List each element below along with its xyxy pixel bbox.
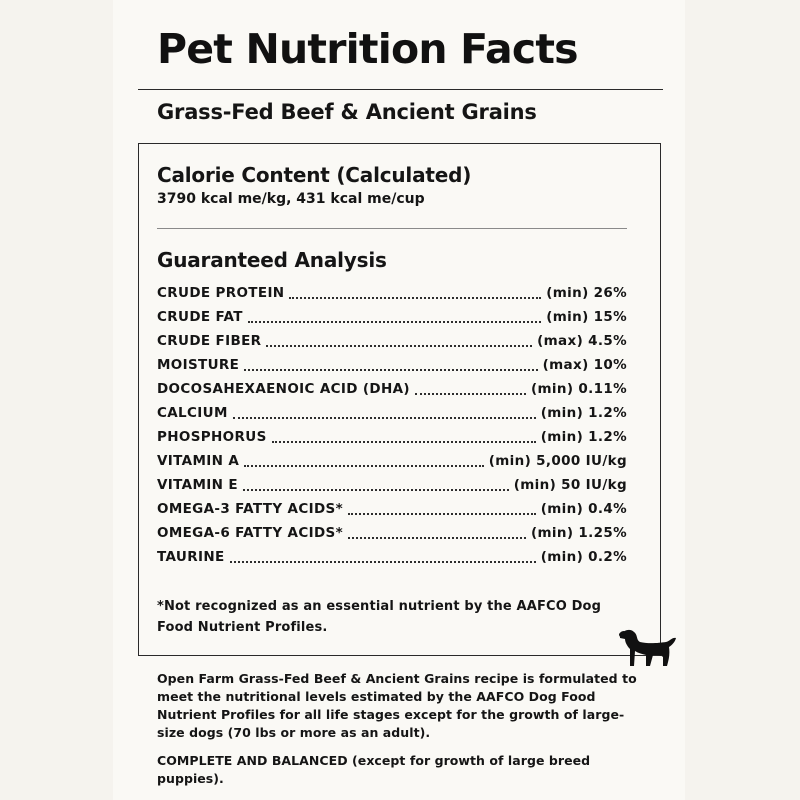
analysis-row	[157, 401, 627, 425]
nutrient-name: CRUDE PROTEIN	[157, 285, 285, 301]
nutrient-name: CRUDE FIBER	[157, 333, 262, 349]
complete-balanced-statement: COMPLETE AND BALANCED (except for growth of large breed puppies).	[157, 753, 591, 786]
analysis-row	[157, 377, 627, 401]
calorie-content-heading: Calorie Content (Calculated)	[157, 163, 472, 187]
guaranteed-analysis-heading: Guaranteed Analysis	[157, 248, 387, 272]
nutrient-name: DOCOSAHEXAENOIC ACID (DHA)	[157, 381, 410, 397]
formulation-text: Open Farm Grass-Fed Beef & Ancient Grains recipe is formulated to meet the nutritional levels estimated by the AAFCO Dog Food Nutrient Profiles for all life stages except for the growth of large-size dogs (70 lbs or more as an adult).	[157, 671, 637, 740]
nutrient-name: CALCIUM	[157, 405, 228, 421]
analysis-row	[157, 425, 627, 449]
nutrient-name: PHOSPHORUS	[157, 429, 267, 445]
nutrient-value: (max) 10%	[542, 357, 627, 373]
analysis-row	[157, 353, 627, 377]
aafco-footnote: *Not recognized as an essential nutrient by the AAFCO Dog Food Nutrient Profiles.	[157, 599, 602, 635]
page-title: Pet Nutrition Facts	[157, 25, 578, 73]
analysis-row	[157, 545, 627, 569]
analysis-row	[157, 305, 627, 329]
analysis-row	[157, 281, 627, 305]
nutrient-name: VITAMIN E	[157, 477, 238, 493]
dot-leader	[348, 512, 536, 515]
formulation-statement	[157, 670, 643, 788]
analysis-row	[157, 449, 627, 473]
nutrient-name: CRUDE FAT	[157, 309, 243, 325]
dot-leader	[289, 296, 541, 299]
nutrient-value: (min) 1.2%	[540, 429, 627, 445]
dot-leader	[266, 344, 532, 347]
nutrient-name: OMEGA-3 FATTY ACIDS*	[157, 501, 344, 517]
nutrient-value: (max) 4.5%	[537, 333, 627, 349]
dot-leader	[243, 488, 509, 491]
recipe-subtitle: Grass-Fed Beef & Ancient Grains	[157, 100, 537, 124]
dot-leader	[248, 320, 541, 323]
calorie-section-divider	[157, 228, 627, 229]
nutrient-value: (min) 15%	[546, 309, 627, 325]
dot-leader	[244, 464, 484, 467]
nutrient-name: OMEGA-6 FATTY ACIDS*	[157, 525, 344, 541]
analysis-row	[157, 329, 627, 353]
dot-leader	[272, 440, 536, 443]
dot-leader	[244, 368, 537, 371]
guaranteed-analysis-list	[157, 281, 627, 569]
dot-leader	[348, 536, 526, 539]
analysis-row	[157, 473, 627, 497]
nutrient-value: (min) 0.4%	[540, 501, 627, 517]
nutrient-value: (min) 50 IU/kg	[513, 477, 627, 493]
dot-leader	[233, 416, 536, 419]
analysis-row	[157, 521, 627, 545]
nutrient-name: VITAMIN A	[157, 453, 240, 469]
dog-icon	[615, 622, 677, 668]
nutrient-name: TAURINE	[157, 549, 225, 565]
analysis-row	[157, 497, 627, 521]
nutrient-value: (min) 1.25%	[530, 525, 627, 541]
nutrient-value: (min) 26%	[546, 285, 627, 301]
nutrient-name: MOISTURE	[157, 357, 240, 373]
nutrient-value: (min) 5,000 IU/kg	[488, 453, 627, 469]
nutrient-value: (min) 0.2%	[540, 549, 627, 565]
nutrient-value: (min) 0.11%	[530, 381, 627, 397]
calorie-content-value: 3790 kcal me/kg, 431 kcal me/cup	[157, 191, 425, 207]
nutrient-value: (min) 1.2%	[540, 405, 627, 421]
dot-leader	[415, 392, 526, 395]
dot-leader	[230, 560, 536, 563]
title-divider	[138, 89, 663, 90]
